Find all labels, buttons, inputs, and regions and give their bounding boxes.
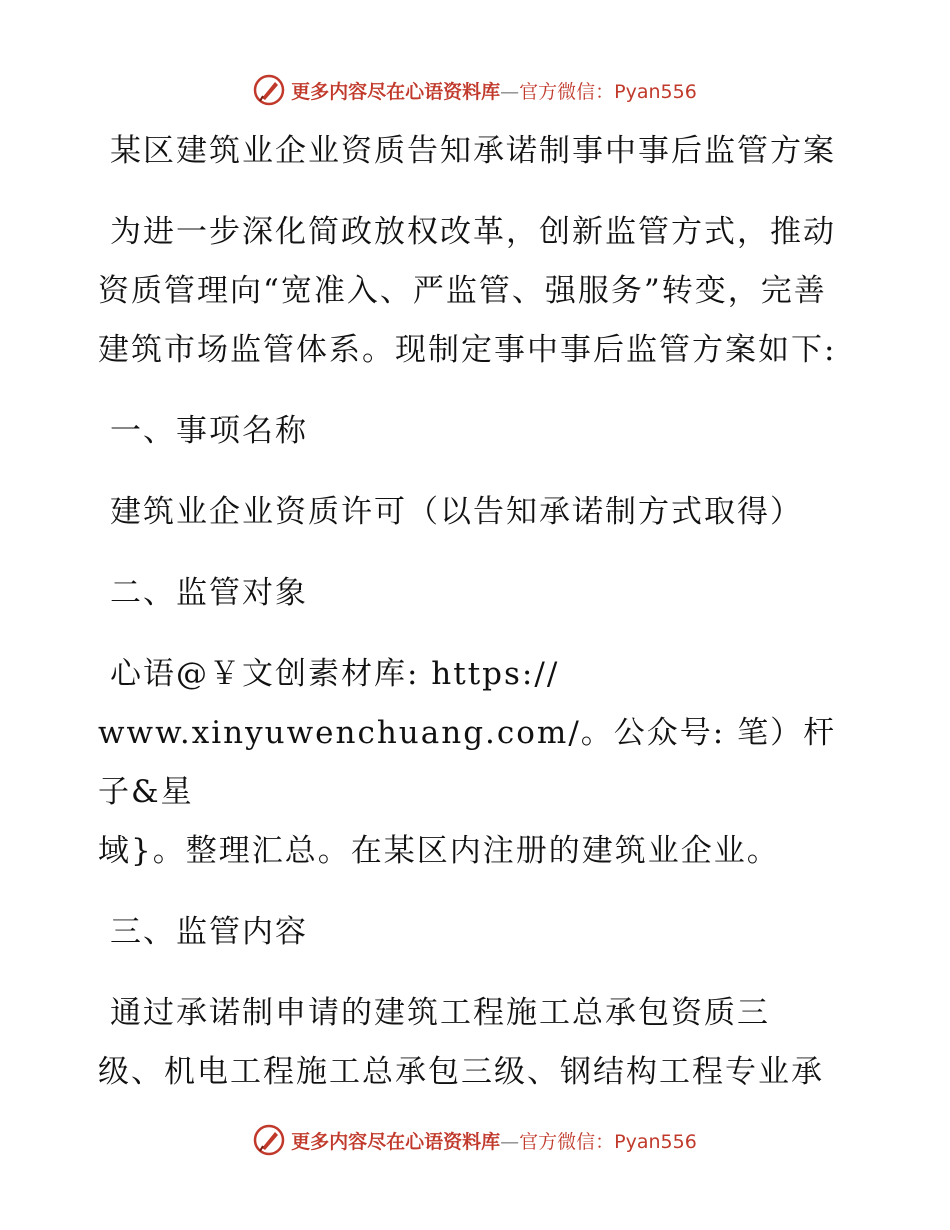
section-1-heading: 一、事项名称 — [110, 413, 308, 449]
section-2-line-3: 域}。整理汇总。在某区内注册的建筑业企业。 — [98, 833, 780, 869]
quill-logo-icon — [253, 1124, 285, 1156]
section-3-line-1: 通过承诺制申请的建筑工程施工总承包资质三 — [110, 995, 770, 1031]
header-watermark-banner — [0, 70, 950, 110]
section-3-heading: 三、监管内容 — [110, 914, 308, 950]
document-title: 某区建筑业企业资质告知承诺制事中事后监管方案 — [110, 133, 836, 169]
banner-brand: 更多内容尽在心语资料库 — [291, 1130, 501, 1153]
section-3-line-2: 级、机电工程施工总承包三级、钢结构工程专业承 — [98, 1054, 824, 1090]
banner-brand: 更多内容尽在心语资料库 — [291, 80, 501, 103]
intro-paragraph: 为进一步深化简政放权改革，创新监管方式，推动资质管理向“宽准入、严监管、强服务”转变，完善建筑市场监管体系。现制定事中事后监管方案如下: — [98, 214, 837, 368]
footer-watermark-banner — [0, 1120, 950, 1160]
banner-account: 官方微信：Pyan556 — [519, 80, 697, 103]
section-2-heading: 二、监管对象 — [110, 575, 308, 611]
quill-logo-icon — [253, 74, 285, 106]
section-1-body: 建筑业企业资质许可（以告知承诺制方式取得） — [110, 494, 803, 530]
document-body — [98, 122, 858, 1102]
banner-account: 官方微信：Pyan556 — [519, 1130, 697, 1153]
banner-separator: — — [500, 80, 520, 103]
banner-separator: — — [500, 1130, 520, 1153]
section-2-line-2: www.xinyuwenchuang.com/。公众号: 笔）杆子&星 — [98, 715, 837, 810]
section-2-line-1: 心语@￥文创素材库: https:// — [110, 656, 560, 692]
